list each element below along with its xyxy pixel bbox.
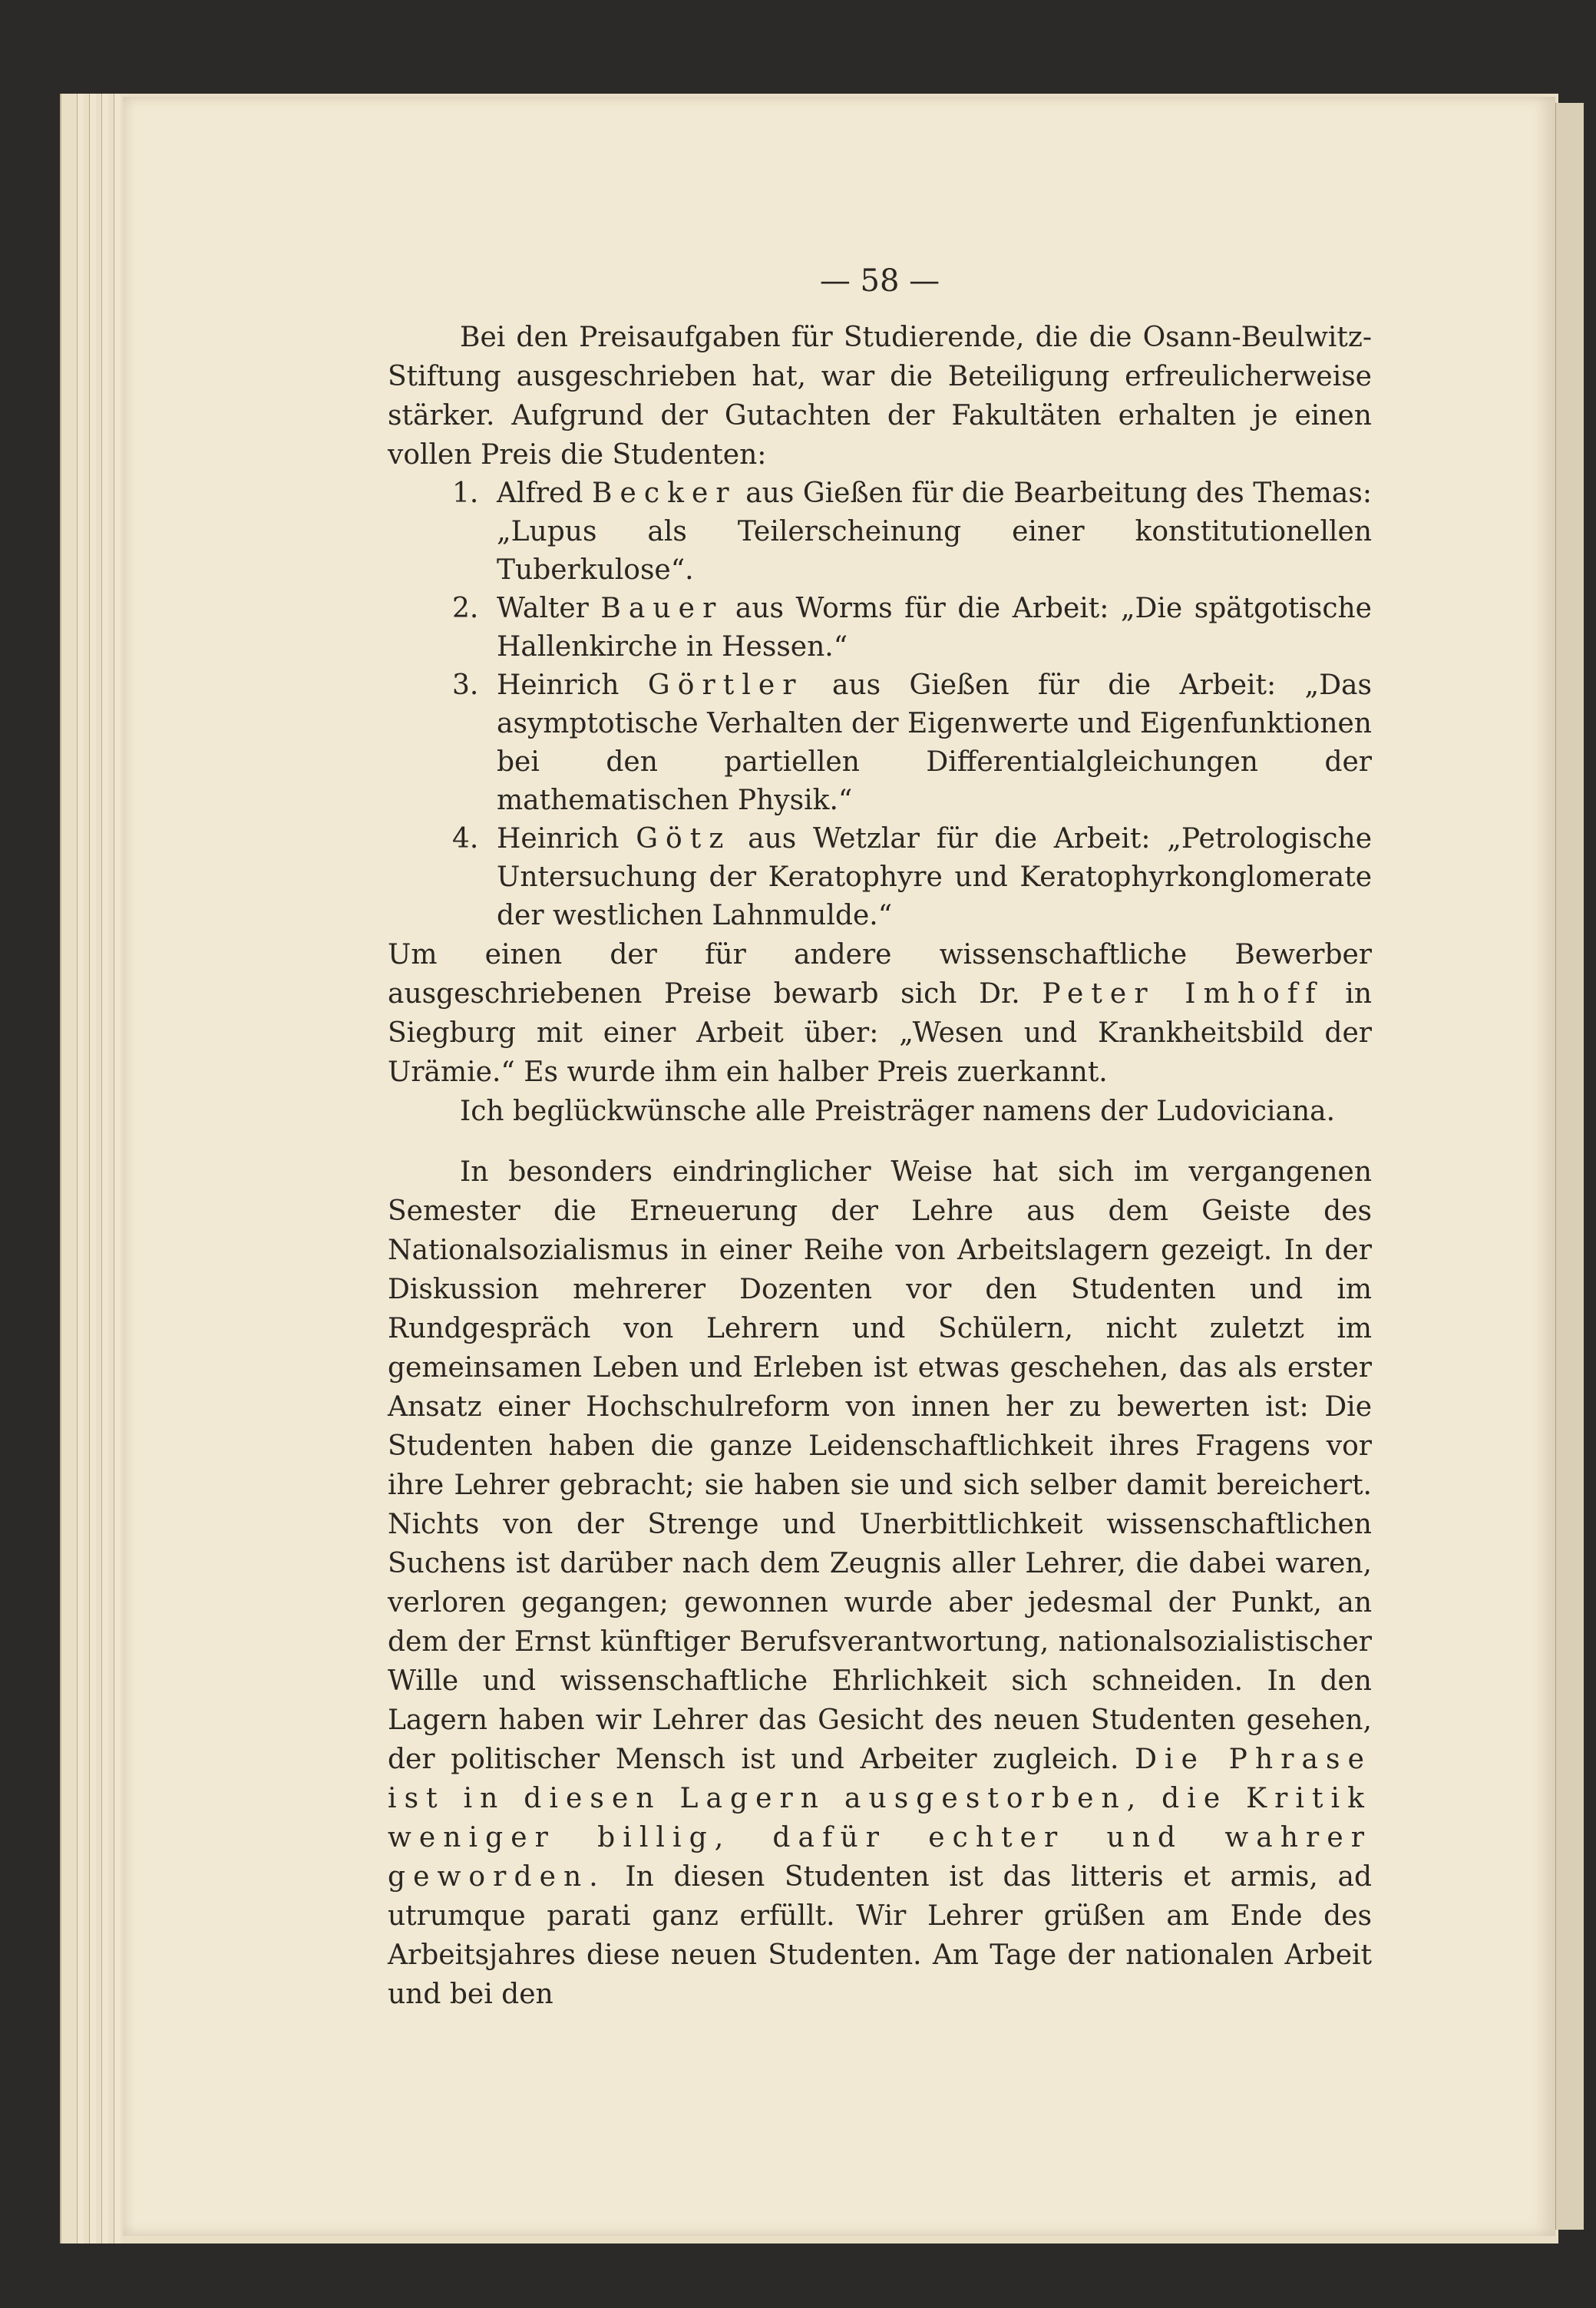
list-item [388, 820, 1372, 935]
paragraph-text: Um einen der für andere wissenschaftliche Bewerber ausgeschriebenen Preise bewarb sich Dr. [388, 939, 1372, 1010]
prize-winner-name: Görtler [647, 670, 804, 701]
list-item [388, 474, 1372, 590]
page-edge [114, 94, 121, 2244]
prize-text: Walter [497, 593, 601, 624]
prize-text: Alfred [497, 478, 592, 509]
prize-winner-name: Bauer [600, 593, 724, 624]
prize-text: aus Gießen für die Bearbeitung des Themas: „Lupus als Teilerscheinung einer konstitutionellen Tuberkulose“. [497, 478, 1372, 586]
page-number: — 58 — [819, 263, 940, 299]
page-edge [101, 94, 108, 2244]
page-edge [77, 94, 84, 2244]
prize-text: Heinrich [497, 670, 648, 701]
list-number: 2. [452, 593, 479, 624]
emphasized-text: Die Phrase ist in diesen Lagern ausgestorben, die Kritik weniger billig, dafür echter und wahrer geworden. [388, 1744, 1372, 1893]
page-edge [89, 94, 96, 2244]
prize-winner-name: Becker [591, 478, 737, 509]
list-item [388, 590, 1372, 666]
page-text [388, 261, 1372, 2014]
paragraph-arbeitslager [388, 1152, 1372, 2014]
list-item [388, 666, 1372, 820]
prize-text: aus Gießen für die Arbeit: „Das asymptotische Verhalten der Eigenwerte und Eigenfunktionen bei den partiellen Differentialgleichungen der mathematischen Physik.“ [497, 670, 1372, 816]
prize-winner-name: Götz [636, 823, 732, 855]
list-number: 4. [452, 823, 479, 855]
paragraph-text: In besonders eindringlicher Weise hat sich im vergangenen Semester die Erneuerung der Lehre aus dem Geiste des Nationalsozialismus in einer Reihe von Arbeitslagern gezeigt. In der Diskussion mehrerer Dozenten vor den Studenten und im Rundgespräch von Lehrern und Schülern, nicht zuletzt im gemeinsamen Leben und Erleben ist etwas geschehen, das als erster Ansatz einer Hochschulreform von innen her zu bewerten ist: Die Studenten haben die ganze Leidenschaftlichkeit ihres Fragens vor ihre Lehrer gebracht; sie haben sie und sich selber damit bereichert. Nichts von der Strenge und Unerbittlichkeit wissenschaftlichen Suchens ist darüber nach dem Zeugnis aller Lehrer, die dabei waren, verloren gegangen; gewonnen wurde aber jedesmal der Punkt, an dem der Ernst künftiger Berufsverantwortung, nationalsozialistischer Wille und wissenschaftliche Ehrlichkeit sich schneiden. In den Lagern haben wir Lehrer das Gesicht des neuen Studenten gesehen, der politischer Mensch ist und Arbeiter zugleich. [388, 1156, 1372, 1775]
paragraph-text: In diesen Studenten ist das litteris et armis, ad utrumque parati ganz erfüllt. Wir Lehrer grüßen am Ende des Arbeitsjahres diese neuen Studenten. Am Tage der nationalen Arbeit und bei den [388, 1861, 1372, 2010]
paragraph-congratulations: Ich beglückwünsche alle Preisträger namens der Ludoviciana. [460, 1096, 1336, 1127]
prize-text: aus Worms für die Arbeit: „Die spätgotische Hallenkirche in Hessen.“ [497, 593, 1372, 663]
paragraph-prizes-intro: Bei den Preisaufgaben für Studierende, die die Osann-Beulwitz-Stiftung ausgeschrieben hat, war die Beteiligung erfreulicherweise stärker. Aufgrund der Gutachten der Fakultäten erhalten je einen vollen Preis die Studenten: [388, 322, 1372, 471]
prize-winner-name: Peter Imhoff [1042, 978, 1323, 1010]
paragraph-imhoff [388, 935, 1372, 1092]
list-number: 3. [452, 670, 479, 701]
prize-text: Heinrich [497, 823, 636, 855]
prize-list [388, 474, 1372, 935]
paragraph-text: in Siegburg mit einer Arbeit über: „Wesen und Krankheitsbild der Urämie.“ Es wurde ihm ein halber Preis zuerkannt. [388, 978, 1372, 1088]
list-number: 1. [452, 478, 479, 509]
section-gap [388, 1131, 1372, 1152]
prize-text: aus Wetzlar für die Arbeit: „Petrologische Untersuchung der Keratophyre und Keratophyrkonglomerate der westlichen Lahnmulde.“ [497, 823, 1372, 931]
next-page-sliver [1555, 103, 1584, 2230]
